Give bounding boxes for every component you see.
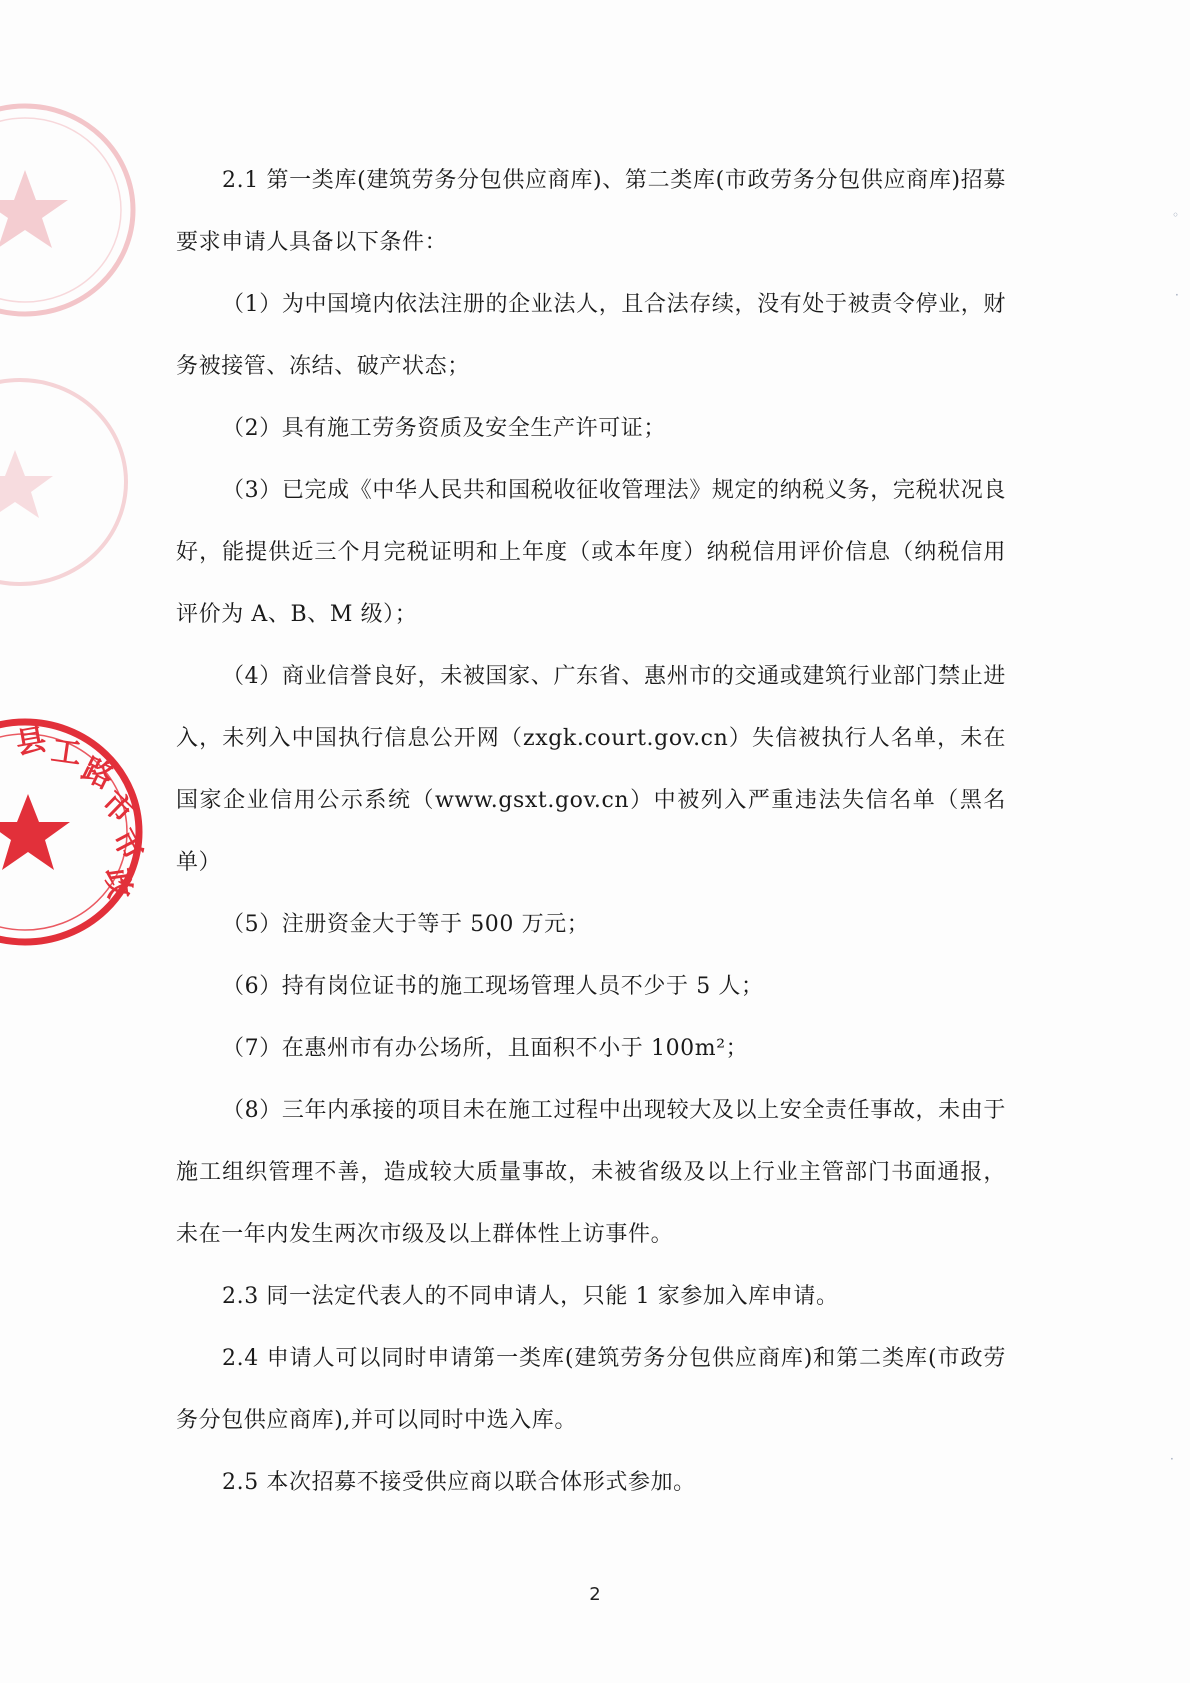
faded-seal-top: [0, 100, 140, 320]
paragraph-2-1-requirements: 2.1 第一类库(建筑劳务分包供应商库)、第二类库(市政劳务分包供应商库)招募要求申请人具备以下条件：: [176, 168, 1006, 255]
condition-4: （4）商业信誉良好，未被国家、广东省、惠州市的交通或建筑行业部门禁止进入，未列入中国执行信息公开网（zxgk.court.gov.cn）失信被执行人名单，未在国家企业信用公示系统（www.gsxt.gov.cn）中被列入严重违法失信名单（黑名单）: [176, 664, 1006, 875]
scan-speck-1: ◦: [1172, 208, 1180, 222]
svg-text:工: 工: [48, 733, 84, 773]
svg-text:县: 县: [13, 722, 49, 762]
scan-speck-2: ·: [1175, 288, 1179, 302]
condition-6: （6）持有岗位证书的施工现场管理人员不少于 5 人；: [222, 974, 764, 999]
condition-5: （5）注册资金大于等于 500 万元；: [222, 912, 590, 937]
svg-text:路: 路: [76, 751, 119, 797]
seal-lettering: [13, 722, 150, 901]
svg-text:政: 政: [98, 866, 137, 901]
condition-7: （7）在惠州市有办公场所，且面积不小于 100m²；: [222, 1036, 749, 1061]
faded-seal-middle: [0, 372, 135, 592]
document-body: [176, 150, 1006, 1514]
condition-3: （3）已完成《中华人民共和国税收征收管理法》规定的纳税义务，完税状况良好，能提供近三个月完税证明和上年度（或本年度）纳税信用评价信息（纳税信用评价为 A、B、M 级）；: [176, 478, 1006, 627]
svg-text:市: 市: [104, 823, 150, 867]
page-number: 2: [589, 1584, 601, 1605]
condition-8: （8）三年内承接的项目未在施工过程中出现较大及以上安全责任事故，未由于施工组织管理不善，造成较大质量事故，未被省级及以上行业主管部门书面通报，未在一年内发生两次市级及以上群体性上访事件。: [176, 1098, 1006, 1247]
condition-2: （2）具有施工劳务资质及安全生产许可证；: [222, 416, 666, 441]
paragraph-2-3: 2.3 同一法定代表人的不同申请人，只能 1 家参加入库申请。: [222, 1284, 839, 1309]
scan-speck-3: ·: [1170, 1452, 1174, 1466]
condition-1: （1）为中国境内依法注册的企业法人，且合法存续，没有处于被责令停业，财务被接管、冻结、破产状态；: [176, 292, 1006, 379]
paragraph-2-5: 2.5 本次招募不接受供应商以联合体形式参加。: [222, 1470, 696, 1495]
official-seal: [0, 712, 150, 952]
svg-text:市: 市: [94, 784, 141, 831]
paragraph-2-4: 2.4 申请人可以同时申请第一类库(建筑劳务分包供应商库)和第二类库(市政劳务分包供应商库),并可以同时中选入库。: [176, 1346, 1006, 1433]
